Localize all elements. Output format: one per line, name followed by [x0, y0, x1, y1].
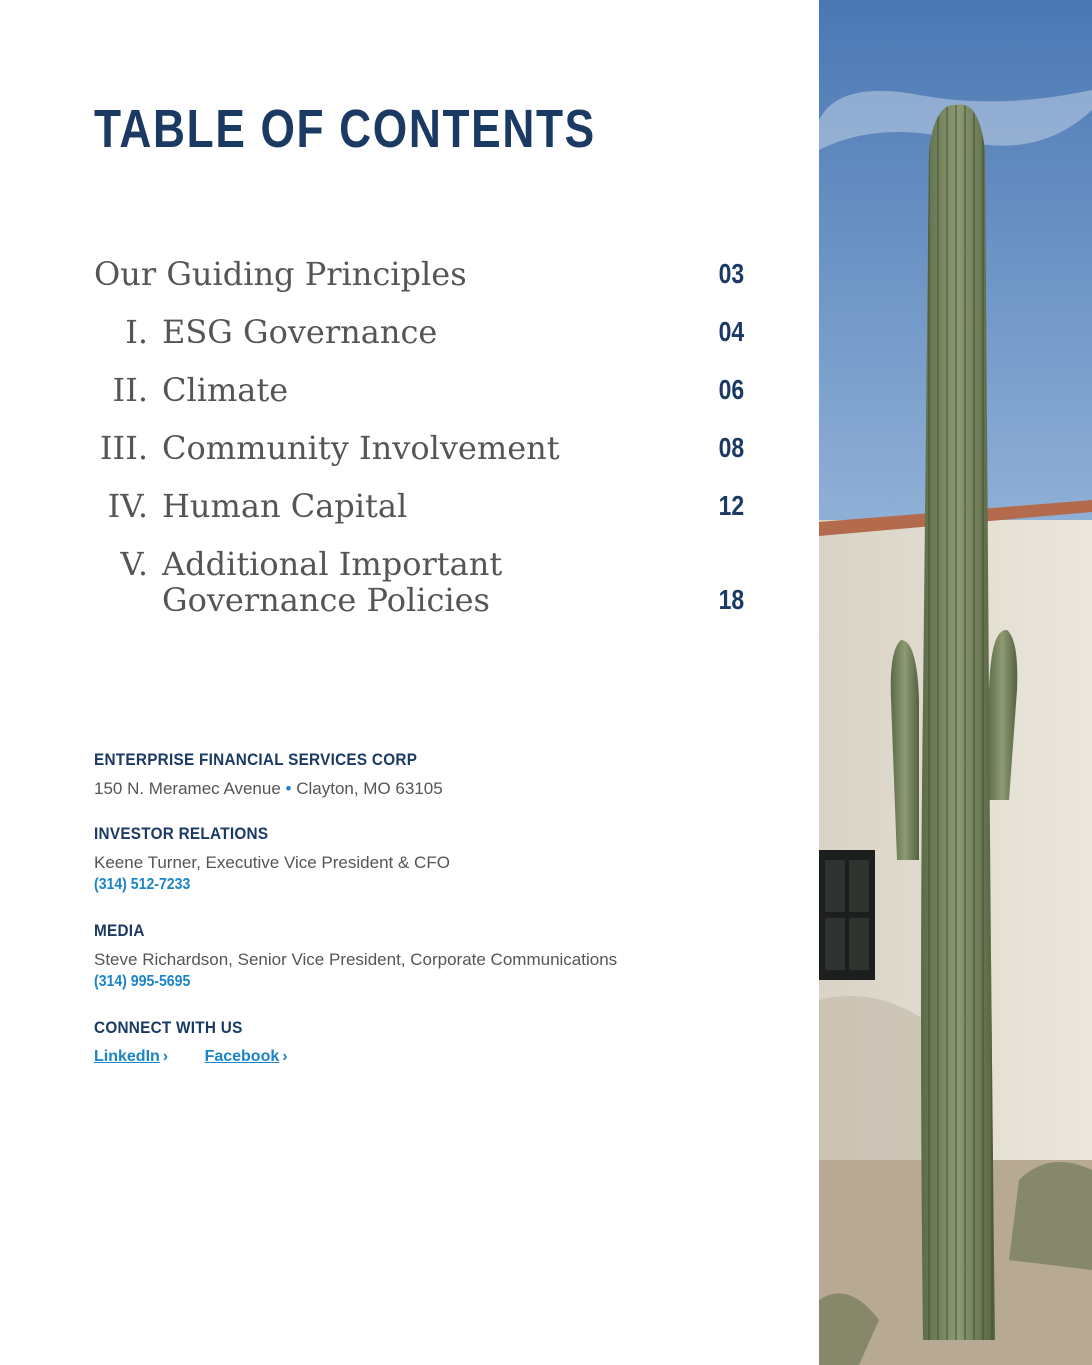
toc-entry-page: 06	[718, 374, 744, 405]
facebook-link[interactable]	[205, 1048, 288, 1066]
toc-entry-label-line: Governance Policies	[162, 581, 490, 619]
company-address	[94, 779, 734, 799]
facebook-link-label: Facebook	[204, 1048, 280, 1065]
media-contact-name: Steve Richardson, Senior Vice President, Corporate Communications	[94, 950, 618, 969]
toc-entry-numeral: V.	[120, 545, 148, 583]
investor-relations	[94, 824, 734, 894]
saguaro-cactus-photo	[819, 0, 1092, 1365]
toc-entry-page: 18	[718, 584, 744, 615]
toc-entry-page: 04	[718, 316, 744, 347]
investor-relations-contact: Keene Turner, Executive Vice President & CFO	[94, 853, 450, 872]
toc-entry-label: ESG Governance	[162, 313, 438, 351]
toc-entry-label: Community Involvement	[162, 429, 560, 467]
toc-entry-label-line: Additional Important	[162, 545, 503, 583]
toc-entry-page: 12	[718, 490, 744, 521]
media-phone[interactable]: (314) 995-5695	[94, 973, 191, 990]
toc-entry-page: 03	[718, 258, 744, 289]
page-title: TABLE OF CONTENTS	[94, 99, 596, 159]
toc-entry-numeral: II.	[112, 371, 148, 409]
address-street: 150 N. Meramec Avenue	[94, 779, 281, 798]
toc-entry-numeral: III.	[99, 429, 148, 467]
toc-entry-label	[162, 546, 502, 618]
company-info	[94, 750, 734, 799]
media-heading: MEDIA	[94, 921, 145, 940]
toc-entry-numeral: I.	[125, 313, 148, 351]
media-contact	[94, 921, 734, 991]
bullet-separator: •	[285, 779, 292, 798]
toc-entry-numeral: IV.	[107, 487, 148, 525]
chevron-right-icon: ›	[282, 1048, 288, 1065]
address-city: Clayton, MO 63105	[296, 779, 443, 798]
chevron-right-icon: ›	[162, 1048, 169, 1065]
connect-section	[94, 1018, 734, 1066]
social-links	[94, 1048, 734, 1066]
toc-entry-additional-governance-policies[interactable]	[94, 546, 744, 618]
linkedin-link[interactable]	[94, 1048, 168, 1066]
toc-entry-label: Human Capital	[162, 487, 408, 525]
connect-heading: CONNECT WITH US	[94, 1018, 243, 1037]
toc-entry-label: Our Guiding Principles	[94, 255, 467, 293]
company-heading: ENTERPRISE FINANCIAL SERVICES CORP	[94, 750, 418, 769]
investor-relations-heading: INVESTOR RELATIONS	[94, 824, 269, 843]
toc-entry-label: Climate	[162, 371, 289, 409]
investor-relations-phone[interactable]: (314) 512-7233	[94, 876, 191, 893]
linkedin-link-label: LinkedIn	[94, 1048, 160, 1065]
toc-entry-page: 08	[718, 432, 744, 463]
